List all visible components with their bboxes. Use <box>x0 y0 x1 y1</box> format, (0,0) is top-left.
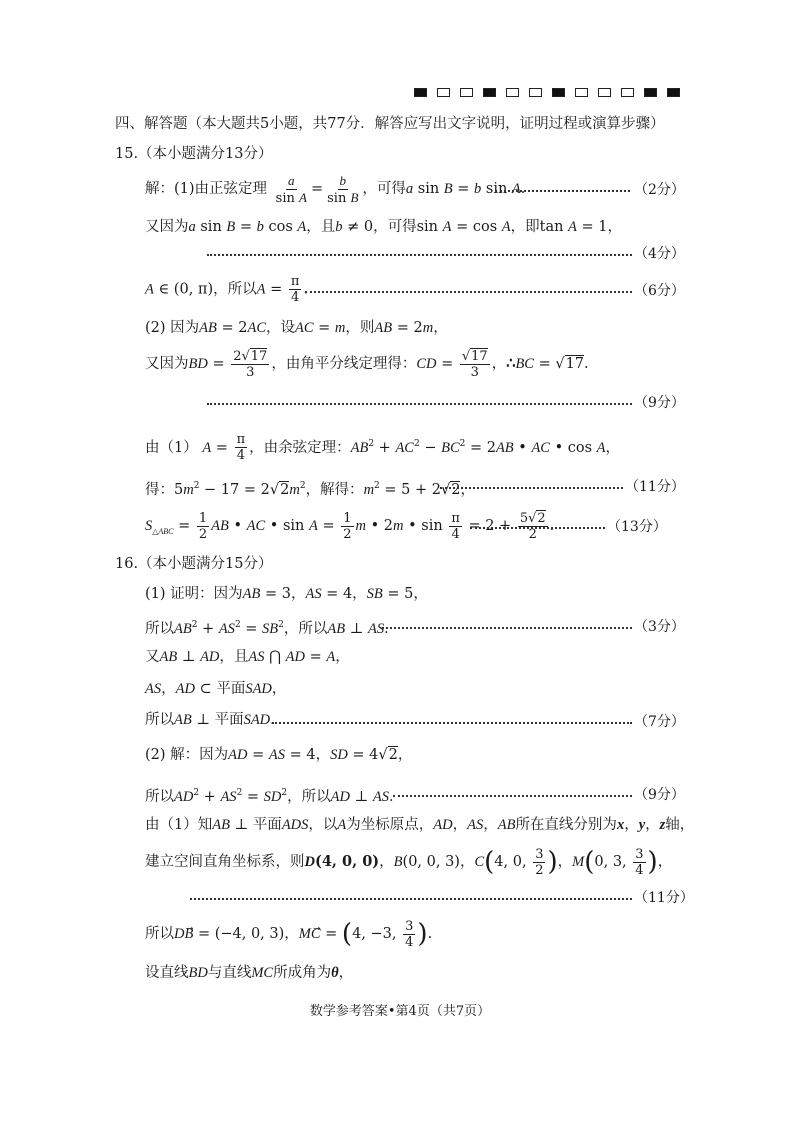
header-block-pattern <box>414 88 680 97</box>
q16-score-2: （7分） <box>634 714 685 730</box>
q16-score-1: （3分） <box>634 619 685 635</box>
q16-line1: (1) 证明：因为AB = 3，AS = 4，SB = 5， <box>145 586 428 602</box>
q16-line3: 又AB ⊥ AD，且AS ⋂ AD = A， <box>145 649 350 665</box>
q15-score-1: （2分） <box>634 182 685 198</box>
q15-score-2: （4分） <box>634 246 685 262</box>
q16-line10: 所以DB⃗ = (−4, 0, 3)，MC⃗ = (4, −3, $\frac{3}{4}$ ). <box>145 918 433 950</box>
q16-line5: 所以AB ⊥ 平面SAD． <box>145 712 285 728</box>
q16-line9: 建立空间直角坐标系，则D(4, 0, 0)，B(0, 0, 3)，C(4, 0, $\frac{3}{2}$ )，M(0, 3, $\frac{3}{4}$ )， <box>145 846 673 878</box>
q15-score-3: （6分） <box>634 283 685 299</box>
page-footer: 数学参考答案•第4页（共7页） <box>309 1004 491 1019</box>
q15-line7: 得：$5m^2 - 17 = 2√2m^2$，解得：$m^2 = 5 + 2√2$， <box>145 481 475 498</box>
q15-line5: 又因为BD = $\frac{2√17}{3}$ ，由角平分线定理得：CD = $\frac{√17}{3}$ ，∴BC = √17. <box>145 348 589 380</box>
q15-line2: 又因为a sin B = b cos A，且b ≠ 0，可得sin A = cos A，即tan A = 1， <box>145 219 622 235</box>
q16-line6: (2) 解：因为AD = AS = 4，SD = 4√2， <box>145 747 413 763</box>
q16-line4: AS，AD ⊂ 平面SAD， <box>145 681 287 697</box>
q15-score-4: （9分） <box>634 395 685 411</box>
q15-line3: A ∈ (0, π)，所以A = $\frac{\pi}{4}$ . <box>145 274 308 305</box>
q15-score-5: （11分） <box>625 479 685 495</box>
q16-line11: 设直线BD与直线MC所成角为θ， <box>145 965 354 981</box>
q15-line6: 由（1） A = $\frac{\pi}{4}$ ，由余弦定理：$AB^2 + AC^2 - BC^2 = 2AB$ • AC • cos A， <box>145 432 621 464</box>
q16-line2: 所以$AB^2 + AS^2 = SB^2$，所以AB ⊥ AS． <box>145 620 399 637</box>
q16-score-3: （9分） <box>634 787 685 803</box>
q15-line1: 解：(1)由正弦定理 $\frac{a}{\text{sin A}}$ = $\frac{b}{\text{sin B}}$ ，可得a sin B = b sin A． <box>145 172 536 206</box>
q16-score-4: （11分） <box>634 890 694 906</box>
q15-score-6: （13分） <box>607 519 667 535</box>
q15-header: 15.（本小题满分13分） <box>115 146 273 162</box>
q16-line7: 所以$AD^2 + AS^2 = SD^2$，所以AD ⊥ AS． <box>145 788 404 805</box>
q15-line8: $S_{\triangle ABC}$ = $\frac{1}{2}$ AB • AC • sin A = $\frac{1}{2}$ m • 2m • sin $\frac{\pi}{4}$ = 2 + $\frac{5√2}{2}$ . <box>145 510 555 542</box>
q15-line4: (2) 因为AB = 2AC，设AC = m，则AB = 2m， <box>145 320 448 336</box>
q16-header: 16.（本小题满分15分） <box>115 556 273 572</box>
section-title: 四、解答题（本大题共5小题，共77分．解答应写出文字说明，证明过程或演算步骤） <box>115 116 665 132</box>
q16-line8: 由（1）知AB ⊥ 平面ADS，以A为坐标原点，AD，AS，AB所在直线分别为x，y，z轴， <box>145 817 695 833</box>
